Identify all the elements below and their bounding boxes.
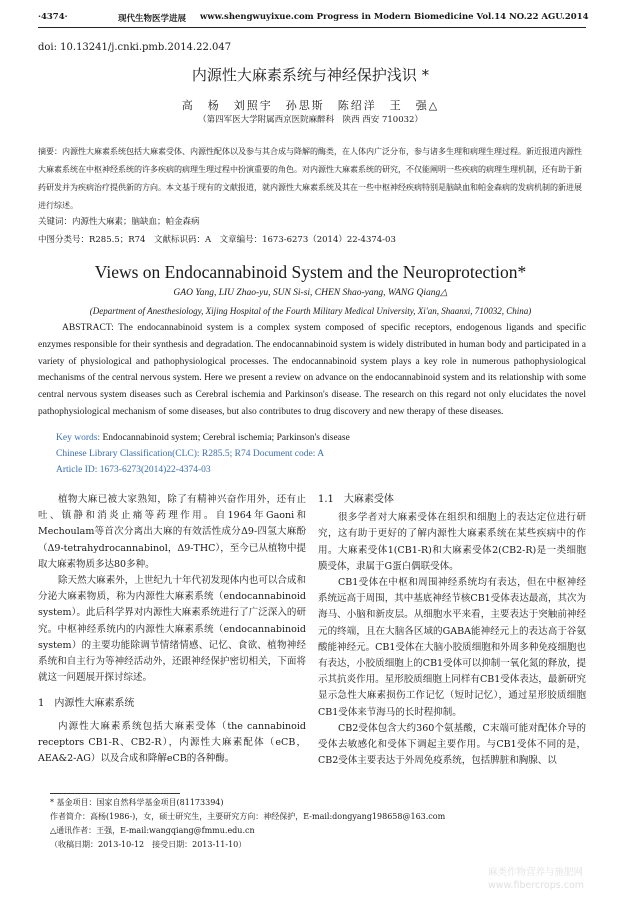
cn-classification: 中图分类号：R285.5；R74 文献标识码：A 文章编号：1673-6273（2014）22-4374-03	[38, 235, 396, 245]
cn-abstract: 摘要：内源性大麻素系统包括大麻素受体、内源性配体以及参与其合成与降解的酶类，在人体内广泛分布，参与诸多生理和病理生理过程。新近报道内源性大麻素系统在中枢神经系统的许多疾病的病理生理过程中扮演重要的角色。对内源性大麻素系统的研究，不仅能阐明一些疾病的病理生理机制，还有助于新药研发并为疾病治疗提供新的方向。本文基于现有的文献报道，就内源性大麻素系统及其在一些中枢神经疾病特别是脑缺血和帕金森病的发病机制的新进展进行综述。	[38, 147, 582, 210]
footnote-rule	[50, 793, 180, 794]
cn-keywords: 关键词：内源性大麻素；脑缺血；帕金森病	[38, 217, 200, 227]
en-abstract: ABSTRACT: The endocannabinoid system is a complex system composed of specific receptors, endogenous ligands and specific enzymes responsible for their synthesis and degradation. The endocannabinoid system is widely distributed in human body and participated in a variety of physiological and pathophysiological processes. The endocannabinoid system plays a key role in numerous pathophysiological mechanisms of the central nervous system. Here we present a review on advance on the endocannabinoid system and its relationship with some central nervous system diseases such as Cerebral ischemia and Parkinson's disease. The research on this regard not only elucidates the novel pathophysiological mechanism of some diseases, but also contributes to drug discovery and new therapy of these diseases.	[38, 323, 586, 417]
header-journal-cn: 现代生物医学进展	[118, 14, 187, 24]
header-journal-en: www.shengwuyixue.com Progress in Modern Biomedicine Vol.14 NO.22 AGU.2014	[200, 12, 589, 22]
right-column	[318, 492, 586, 769]
header-page-number: ·4374·	[38, 12, 68, 22]
cn-title: 内源性大麻素系统与神经保护浅识 *	[191, 66, 430, 84]
doi: doi: 10.13241/j.cnki.pmb.2014.22.047	[38, 42, 232, 53]
footnote-corresponding: △通讯作者：王强，E-mail:wangqiang@fmmu.edu.cn	[50, 826, 255, 835]
cn-affiliation: （第四军医大学附属西京医院麻醉科 陕西 西安 710032）	[198, 115, 423, 125]
left-paragraph-3: 内源性大麻素系统包括大麻素受体（the cannabinoid receptors CB1-R、CB2-R），内源性大麻素配体（eCB，AEA&2-AG）以及合成和降解eCB的各种酶。	[38, 720, 306, 765]
section-1-1-heading: 1.1 大麻素受体	[318, 494, 394, 505]
en-keywords: Endocannabinoid system; Cerebral ischemia; Parkinson's disease	[102, 433, 350, 443]
header-rule	[38, 27, 586, 28]
cn-authors: 高 杨 刘照宇 孙思斯 陈绍洋 王 强△	[181, 99, 440, 112]
watermark: 麻类作物营养与施肥网 www.fibercrops.com	[488, 867, 585, 891]
left-paragraph-1: 植物大麻已被大家熟知，除了有精神兴奋作用外，还有止吐、镇静和消炎止痛等药理作用。自1964年Gaoni和Mechoulam等首次分离出大麻的有效活性成分Δ9-四氢大麻酚（Δ9-tetrahydrocannabinol，Δ9-THC），至今已从植物中提取大麻素物质多达80多种。	[38, 494, 306, 570]
right-paragraph-3: CB2受体包含大约360个氨基酸，C末端可能对配体介导的受体去敏感化和受体下调起主要作用。与CB1受体不同的是，CB2受体主要表达于外周免疫系统，包括脾脏和胸腺、以	[318, 722, 586, 767]
en-title: Views on Endocannabinoid System and the Neuroprotection*	[94, 262, 527, 282]
en-affiliation: (Department of Anesthesiology, Xijing Hospital of the Fourth Military Medical University, Xi'an, Shaanxi, 710032, China)	[89, 306, 532, 316]
en-article-id: Article ID: 1673-6273(2014)22-4374-03	[56, 465, 211, 475]
en-keywords-label: Key words:	[56, 433, 101, 443]
right-paragraph-2: CB1受体在中枢和周围神经系统均有表达，但在中枢神经系统远高于周围，其中基底神经节核CB1受体表达最高，其次为海马、小脑和新皮层。从细胞水平来看，主要表达于突触前神经元的终端，且在大脑各区域的GABA能神经元上的表达高于谷氨酸能神经元。CB1受体在大脑小胶质细胞和外周多种免疫细胞也有表达，小胶质细胞上的CB1受体可以抑制一氧化氮的释放，提示其抗炎作用。星形胶质细胞上同样有CB1受体表达，最新研究显示急性大麻素损伤工作记忆（短时记忆），通过星形胶质细胞CB1受体来节海马的长时程抑制。	[318, 577, 586, 718]
footnote-fund: * 基金项目：国家自然科学基金项目(81173394)	[50, 798, 224, 807]
section-1-heading: 1 内源性大麻素系统	[38, 698, 135, 710]
en-authors: GAO Yang, LIU Zhao-yu, SUN Si-si, CHEN Shao-yang, WANG Qiang△	[173, 288, 448, 298]
right-paragraph-1: 很多学者对大麻素受体在组织和细胞上的表达定位进行研究，这有助于更好的了解内源性大麻素系统在某些疾病中的作用。大麻素受体1(CB1-R)和大麻素受体2(CB2-R)是一类细胞膜受体，隶属于G蛋白偶联受体。	[318, 512, 586, 572]
left-column	[38, 492, 306, 767]
footnote-author: 作者简介：高杨(1986-)，女，硕士研究生，主要研究方向：神经保护，E-mail:dongyang198658@163.com	[50, 812, 446, 821]
left-paragraph-2: 除天然大麻素外，上世纪九十年代初发现体内也可以合成和分泌大麻素物质，称为内源性大麻素系统（endocannabinoid system）。此后科学界对内源性大麻素系统进行了广泛深入的研究。中枢神经系统内的内源性大麻素系统（endocannabinoid system）的主要功能除调节情绪情感、记忆、食欲、植物神经系统和自主行为等神经活动外，还跟神经保护密切相关，下面将就这一问题展开探讨综述。	[38, 575, 306, 684]
en-classification: Chinese Library Classification(CLC): R285.5; R74 Document code: A	[56, 449, 325, 459]
en-keywords-line	[56, 433, 350, 443]
footnote-dates: （收稿日期：2013-10-12 接受日期：2013-11-10）	[50, 840, 247, 849]
